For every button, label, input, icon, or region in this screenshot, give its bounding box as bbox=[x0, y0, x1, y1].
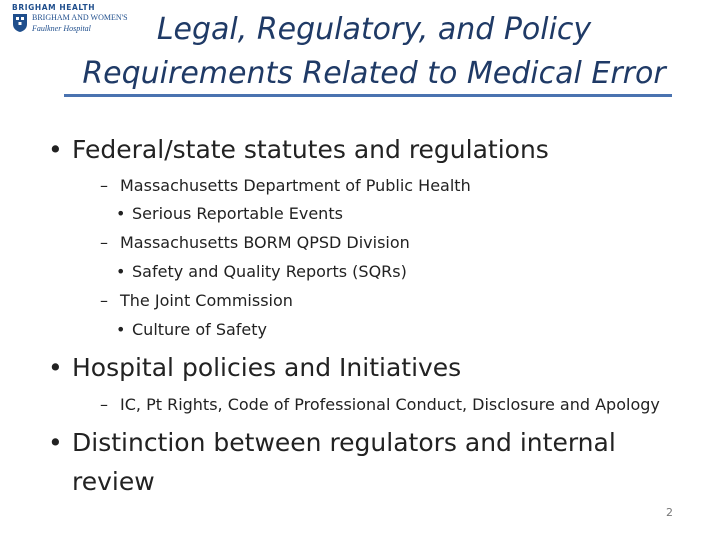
logo-name-line2: Faulkner Hospital bbox=[32, 24, 91, 33]
logo-name-line1: BRIGHAM AND WOMEN'S bbox=[32, 13, 128, 22]
bullet-text-line1: Distinction between regulators and internal bbox=[72, 428, 616, 457]
bullet-text: Federal/state statutes and regulations bbox=[72, 135, 549, 164]
bullet-dot-icon: • bbox=[116, 204, 126, 223]
subitem-text: The Joint Commission bbox=[120, 291, 293, 310]
bullet-dot-icon: • bbox=[48, 428, 63, 457]
subitem-text: Massachusetts Department of Public Health bbox=[120, 176, 471, 195]
detail-text: Serious Reportable Events bbox=[132, 204, 343, 223]
dash-icon: – bbox=[100, 176, 108, 195]
dash-icon: – bbox=[100, 291, 108, 310]
subitem-text: IC, Pt Rights, Code of Professional Conduct, Disclosure and Apology bbox=[120, 395, 660, 414]
dash-icon: – bbox=[100, 233, 108, 252]
dash-icon: – bbox=[100, 395, 108, 414]
detail-text: Safety and Quality Reports (SQRs) bbox=[132, 262, 407, 281]
subitem-text: Massachusetts BORM QPSD Division bbox=[120, 233, 410, 252]
title-line2: Requirements Related to Medical Error bbox=[82, 56, 666, 91]
bullet-text-line2: review bbox=[72, 467, 155, 496]
bullet-dot-icon: • bbox=[116, 320, 126, 339]
detail-text: Culture of Safety bbox=[132, 320, 268, 339]
title-line1: Legal, Regulatory, and Policy bbox=[156, 12, 592, 47]
logo-top-line: BRIGHAM HEALTH bbox=[12, 3, 96, 12]
bullet-text: Hospital policies and Initiatives bbox=[72, 353, 462, 382]
bullet-dot-icon: • bbox=[116, 262, 126, 281]
bullet-dot-icon: • bbox=[48, 135, 63, 164]
bullet-dot-icon: • bbox=[48, 353, 63, 382]
page-number: 2 bbox=[666, 506, 673, 519]
